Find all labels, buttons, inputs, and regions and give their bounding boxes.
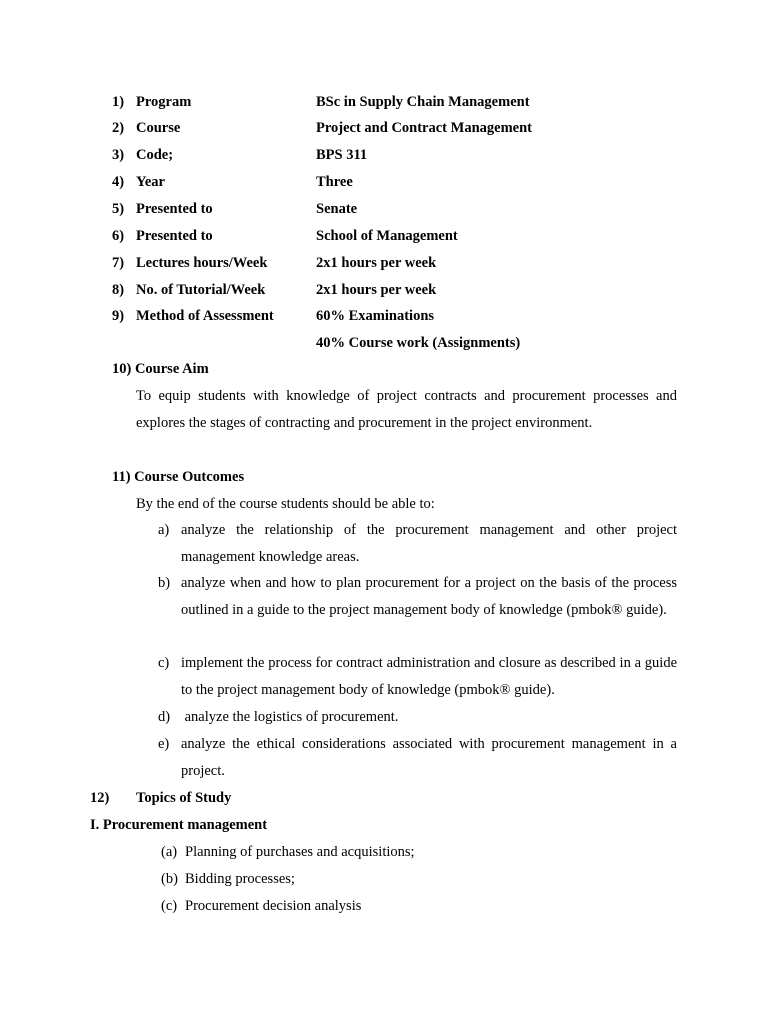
info-value: 2x1 hours per week (316, 255, 437, 271)
info-value: BSc in Supply Chain Management (316, 94, 530, 110)
info-value: BPS 311 (316, 147, 368, 163)
course-outcomes-intro: By the end of the course students should be able to: (136, 496, 435, 512)
topic-text: Planning of purchases and acquisitions; (185, 844, 415, 860)
info-label: Course (136, 120, 181, 136)
item-number: 5) (112, 201, 125, 217)
item-number: 7) (112, 255, 125, 271)
item-number: 3) (112, 147, 125, 163)
info-label: Code; (136, 147, 174, 163)
item-number: 8) (112, 282, 125, 298)
outcome-text: analyze the ethical considerations associated with procurement management in a project. (181, 736, 677, 779)
topic-letter: (a) (161, 844, 178, 860)
topic-letter: (b) (161, 871, 178, 887)
item-number: 9) (112, 308, 125, 324)
topic-letter: (c) (161, 898, 178, 914)
info-value: 40% Course work (Assignments) (316, 335, 521, 351)
info-label: Lectures hours/Week (136, 255, 268, 271)
info-value: 60% Examinations (316, 308, 435, 324)
outcome-letter: e) (158, 736, 170, 752)
info-label: Presented to (136, 201, 213, 217)
info-label: No. of Tutorial/Week (136, 282, 266, 298)
item-number: 4) (112, 174, 125, 190)
info-label: Program (136, 94, 192, 110)
outcome-letter: c) (158, 655, 170, 671)
info-label: Method of Assessment (136, 308, 274, 324)
item-number: 1) (112, 94, 125, 110)
item-number: 6) (112, 228, 125, 244)
outcome-letter: d) (158, 709, 171, 725)
info-value: Project and Contract Management (316, 120, 532, 136)
topic-text: Bidding processes; (185, 871, 295, 887)
topics-number: 12) (90, 790, 110, 806)
course-outcomes-heading: 11) Course Outcomes (112, 469, 245, 485)
info-value: School of Management (316, 228, 458, 244)
info-label: Year (136, 174, 165, 190)
outcome-letter: b) (158, 575, 171, 591)
info-value: Senate (316, 201, 358, 217)
info-label: Presented to (136, 228, 213, 244)
course-aim-text: To equip students with knowledge of project contracts and procurement processes and explores the stages of contracting and procurement in the project environment. (136, 388, 677, 431)
item-number: 2) (112, 120, 125, 136)
outcome-text: analyze when and how to plan procurement for a project on the basis of the process outlined in a guide to the project management body of knowledge (pmbok® guide). (181, 575, 677, 618)
outcome-text: analyze the logistics of procurement. (181, 709, 399, 725)
outcome-text: implement the process for contract administration and closure as described in a guide to the project management body of knowledge (pmbok® guide). (181, 655, 677, 698)
topics-section-title: I. Procurement management (90, 817, 268, 833)
topic-text: Procurement decision analysis (185, 898, 362, 914)
course-aim-heading: 10) Course Aim (112, 361, 209, 377)
info-value: 2x1 hours per week (316, 282, 437, 298)
topics-heading: Topics of Study (136, 790, 232, 806)
outcome-letter: a) (158, 522, 170, 538)
info-value: Three (316, 174, 353, 190)
outcome-text: analyze the relationship of the procurement management and other project management knowledge areas. (181, 522, 677, 565)
